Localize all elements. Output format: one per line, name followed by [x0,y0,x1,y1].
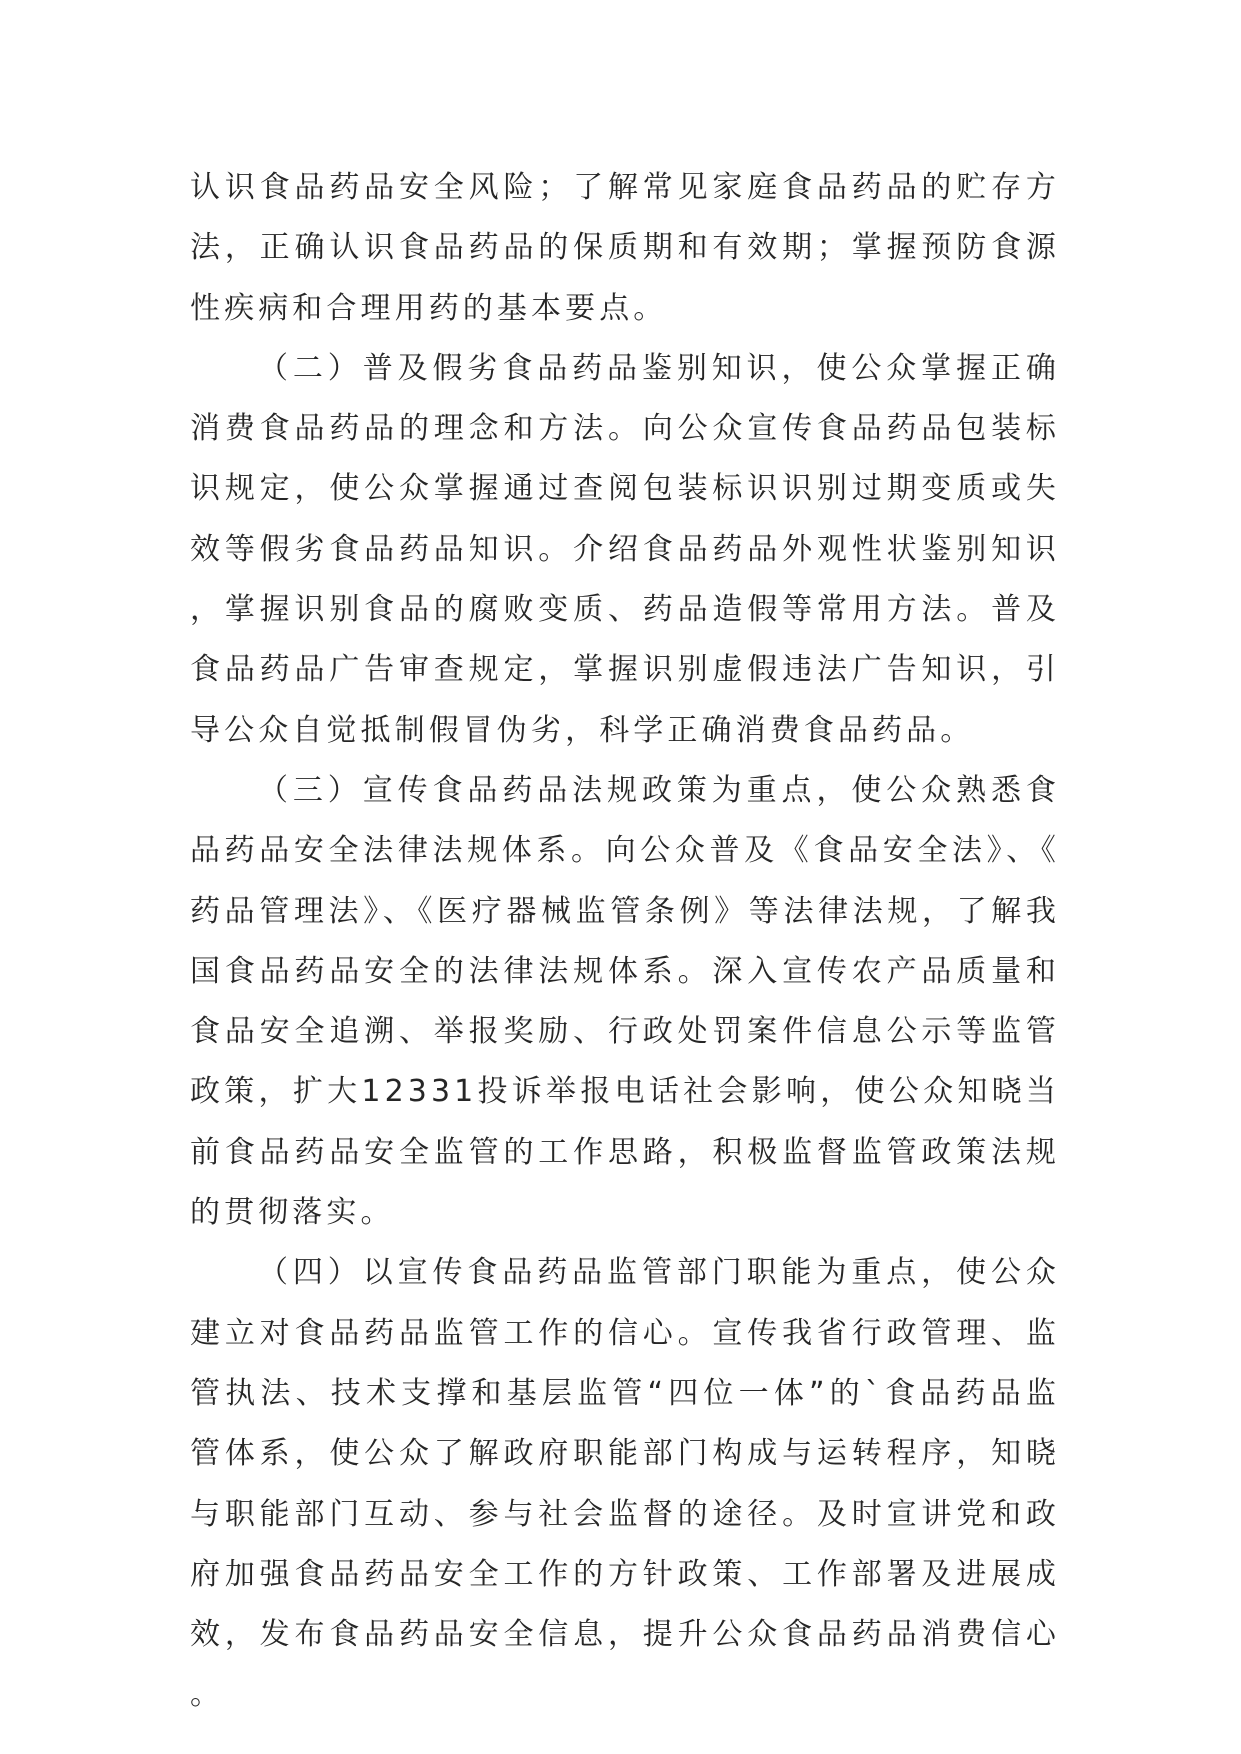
paragraph-counterfeit-identification: （二）普及假劣食品药品鉴别知识，使公众掌握正确消费食品药品的理念和方法。向公众宣传食品药品包装标识规定，使公众掌握通过查阅包装标识识别过期变质或失效等假劣食品药品知识。介绍食品药品外观性状鉴别知识，掌握识别食品的腐败变质、药品造假等常用方法。普及食品药品广告审查规定，掌握识别虚假违法广告知识，引导公众自觉抵制假冒伪劣，科学正确消费食品药品。 [190,350,1060,748]
document-body [190,158,1060,1726]
paragraph-laws-and-policies: （三）宣传食品药品法规政策为重点，使公众熟悉食品药品安全法律法规体系。向公众普及《食品安全法》、《药品管理法》、《医疗器械监管条例》等法律法规，了解我国食品药品安全的法律法规体系。深入宣传农产品质量和食品安全追溯、举报奖励、行政处罚案件信息公示等监管政策，扩大12331投诉举报电话社会影响，使公众知晓当前食品药品安全监管的工作思路，积极监督监管政策法规的贯彻落实。 [190,772,1060,1231]
paragraph-regulatory-functions: （四）以宣传食品药品监管部门职能为重点，使公众建立对食品药品监管工作的信心。宣传我省行政管理、监管执法、技术支撑和基层监管“四位一体”的`食品药品监管体系，使公众了解政府职能部门构成与运转程序，知晓与职能部门互动、参与社会监督的途径。及时宣讲党和政府加强食品药品安全工作的方针政策、工作部署及进展成效，发布食品药品安全信息，提升公众食品药品消费信心。 [190,1255,1060,1713]
paragraph-food-drug-safety-basics: 认识食品药品安全风险；了解常见家庭食品药品的贮存方法，正确认识食品药品的保质期和有效期；掌握预防食源性疾病和合理用药的基本要点。 [190,170,1060,326]
